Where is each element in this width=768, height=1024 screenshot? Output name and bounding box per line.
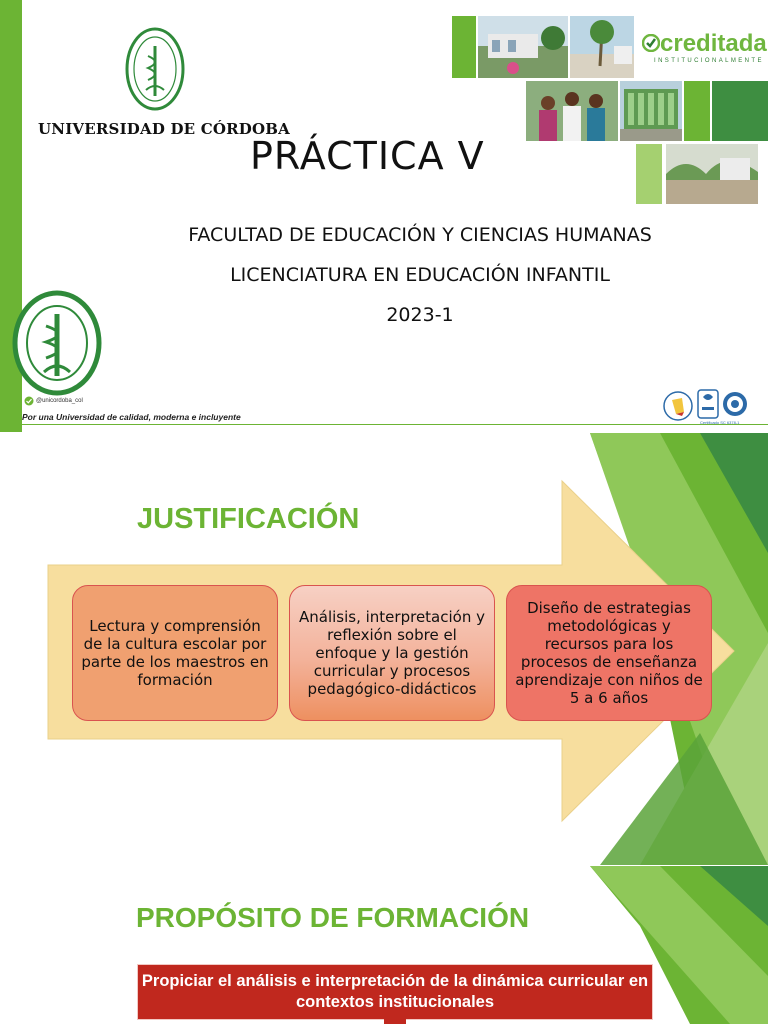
faculty-name: FACULTAD DE EDUCACIÓN Y CIENCIAS HUMANAS — [188, 224, 652, 246]
students-photo-image — [526, 81, 618, 141]
university-name: UNIVERSIDAD DE CÓRDOBA — [38, 120, 290, 138]
purpose-heading: PROPÓSITO DE FORMACIÓN — [136, 902, 530, 933]
colombia-seal-icon — [662, 390, 694, 424]
academic-period: 2023-1 — [386, 304, 454, 326]
university-slogan: Por una Universidad de calidad, moderna e incluyente — [22, 412, 241, 422]
accreditation-badge — [636, 16, 768, 78]
green-tile — [452, 16, 476, 78]
process-step-text: Lectura y comprensión de la cultura escolar por parte de los maestros en formación — [81, 617, 269, 689]
social-handle: @unicordoba_col — [36, 398, 83, 404]
palm-photo-image — [570, 16, 634, 78]
green-tile — [684, 81, 710, 141]
iso-certificate-icon — [697, 389, 719, 419]
campus-photo-image — [478, 16, 568, 78]
cover-slide — [0, 0, 768, 432]
presentation-title: PRÁCTICA V — [250, 134, 485, 178]
process-step-text: Diseño de estrategias metodológicas y recursos para los procesos de enseñanza aprendizaje con niños de 5 a 6 años — [515, 599, 703, 707]
footer-divider — [22, 424, 768, 425]
icontec-seal-icon — [722, 391, 748, 417]
purpose-slide — [0, 866, 768, 1024]
light-green-tile — [636, 144, 662, 204]
accreditation-subtext: INSTITUCIONALMENTE — [654, 58, 764, 64]
justification-heading: JUSTIFICACIÓN — [137, 503, 360, 535]
program-name: LICENCIATURA EN EDUCACIÓN INFANTIL — [230, 264, 610, 286]
process-step — [506, 585, 712, 721]
process-step-text: Análisis, interpretación y reflexión sobre el enfoque y la gestión curricular y procesos pedagógico-didácticos — [299, 608, 485, 698]
courtyard-photo-image — [666, 144, 758, 204]
process-step — [289, 585, 495, 721]
building-photo-image — [620, 81, 682, 141]
purpose-statement — [137, 964, 653, 1020]
arrow-stub — [384, 1018, 406, 1024]
accreditation-text: creditada — [660, 30, 767, 57]
instagram-icon — [24, 396, 34, 406]
certificate-number: Certificado SC 6378-1 — [700, 420, 740, 425]
university-round-seal-icon — [12, 290, 102, 396]
justification-slide — [0, 433, 768, 865]
dark-green-tile — [712, 81, 768, 141]
process-step — [72, 585, 278, 721]
check-icon — [642, 34, 660, 52]
university-seal-icon — [124, 26, 186, 116]
purpose-text: Propiciar el análisis e interpretación de la dinámica curricular en contextos institucionales — [141, 972, 649, 1011]
